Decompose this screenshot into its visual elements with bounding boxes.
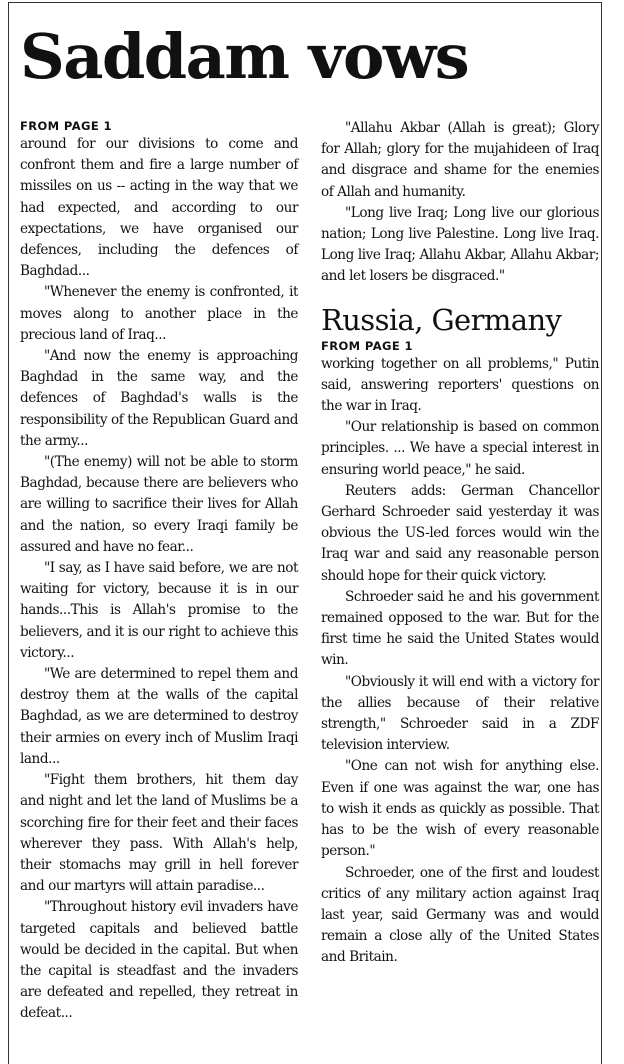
left-rule bbox=[8, 2, 9, 1064]
headline-russia-germany: Russia, Germany bbox=[321, 302, 562, 337]
article-paragraph: working together on all problems," Putin said, answering reporters' questions on the war in Iraq. bbox=[321, 355, 599, 415]
article-paragraph: "Fight them brothers, hit them day and night and let the land of Muslims be a scorching fire for their feet and their faces wherever they pass. With Allah's help, their stomachs may grill in hell forever and our martyrs will attain paradise... bbox=[20, 772, 298, 895]
article-paragraph: "Throughout history evil invaders have targeted capitals and believed battle would be decided in the capital. But when the capital is steadfast and the invaders are defeated and repelled, they retreat in defeat... bbox=[20, 899, 298, 1022]
kicker-from-page-1: FROM PAGE 1 bbox=[20, 119, 112, 133]
article-paragraph: Schroeder said he and his government remained opposed to the war. But for the first time he said the United States would win. bbox=[321, 588, 599, 669]
article-paragraph: around for our divisions to come and confront them and fire a large number of missiles on us -- acting in the way that we had expected, and according to our expectations, we have organised our defences, including the defences of Baghdad... bbox=[20, 136, 298, 280]
right-rule bbox=[601, 2, 602, 1064]
article-paragraph: "One can not wish for anything else. Even if one was against the war, one has to wish it ends as quickly as possible. That has to be the wish of every reasonable person." bbox=[321, 758, 599, 860]
article-paragraph: "We are determined to repel them and destroy them at the walls of the capital Baghdad, as we are determined to destroy their armies on every inch of Muslim Iraqi land... bbox=[20, 666, 298, 767]
kicker-from-page-1: FROM PAGE 1 bbox=[321, 338, 413, 353]
article-paragraph: "Obviously it will end with a victory for the allies because of their relative strength," Schroeder said in a ZDF television interview. bbox=[321, 673, 599, 754]
article-paragraph: Reuters adds: German Chancellor Gerhard Schroeder said yesterday it was obvious the US-led forces would win the Iraq war and said any reasonable person should hope for their quick victory. bbox=[321, 482, 599, 584]
article-paragraph: "(The enemy) will not be able to storm Baghdad, because there are believers who are willing to sacrifice their lives for Allah and the nation, so every Iraqi family be assured and have no fear... bbox=[20, 454, 298, 555]
article-paragraph: "Long live Iraq; Long live our glorious nation; Long live Palestine. Long live Iraq. Long live Iraq; Allahu Akbar, Allahu Akbar; and let losers be disgraced." bbox=[321, 204, 599, 285]
article-paragraph: "And now the enemy is approaching Baghdad in the same way, and the defences of Baghdad's walls is the responsibility of the Republican Guard and the army... bbox=[20, 348, 298, 449]
headline-saddam-vows: Saddam vows bbox=[20, 20, 469, 93]
left-column bbox=[20, 118, 298, 1025]
article-paragraph: "Whenever the enemy is confronted, it moves along to another place in the precious land of Iraq... bbox=[20, 284, 298, 343]
article-paragraph: Schroeder, one of the first and loudest critics of any military action against Iraq last year, said Germany was and would remain a close ally of the United States and Britain. bbox=[321, 864, 599, 966]
top-rule bbox=[8, 2, 602, 3]
article-paragraph: "I say, as I have said before, we are not waiting for victory, because it is in our hands...This is Allah's promise to the believers, and it is our right to achieve this victory... bbox=[20, 560, 298, 661]
right-column bbox=[321, 118, 599, 969]
article-paragraph: "Allahu Akbar (Allah is great); Glory for Allah; glory for the mujahideen of Iraq and disgrace and shame for the enemies of Allah and humanity. bbox=[321, 120, 599, 200]
article-paragraph: "Our relationship is based on common principles. ... We have a special interest in ensuring world peace," he said. bbox=[321, 419, 599, 478]
